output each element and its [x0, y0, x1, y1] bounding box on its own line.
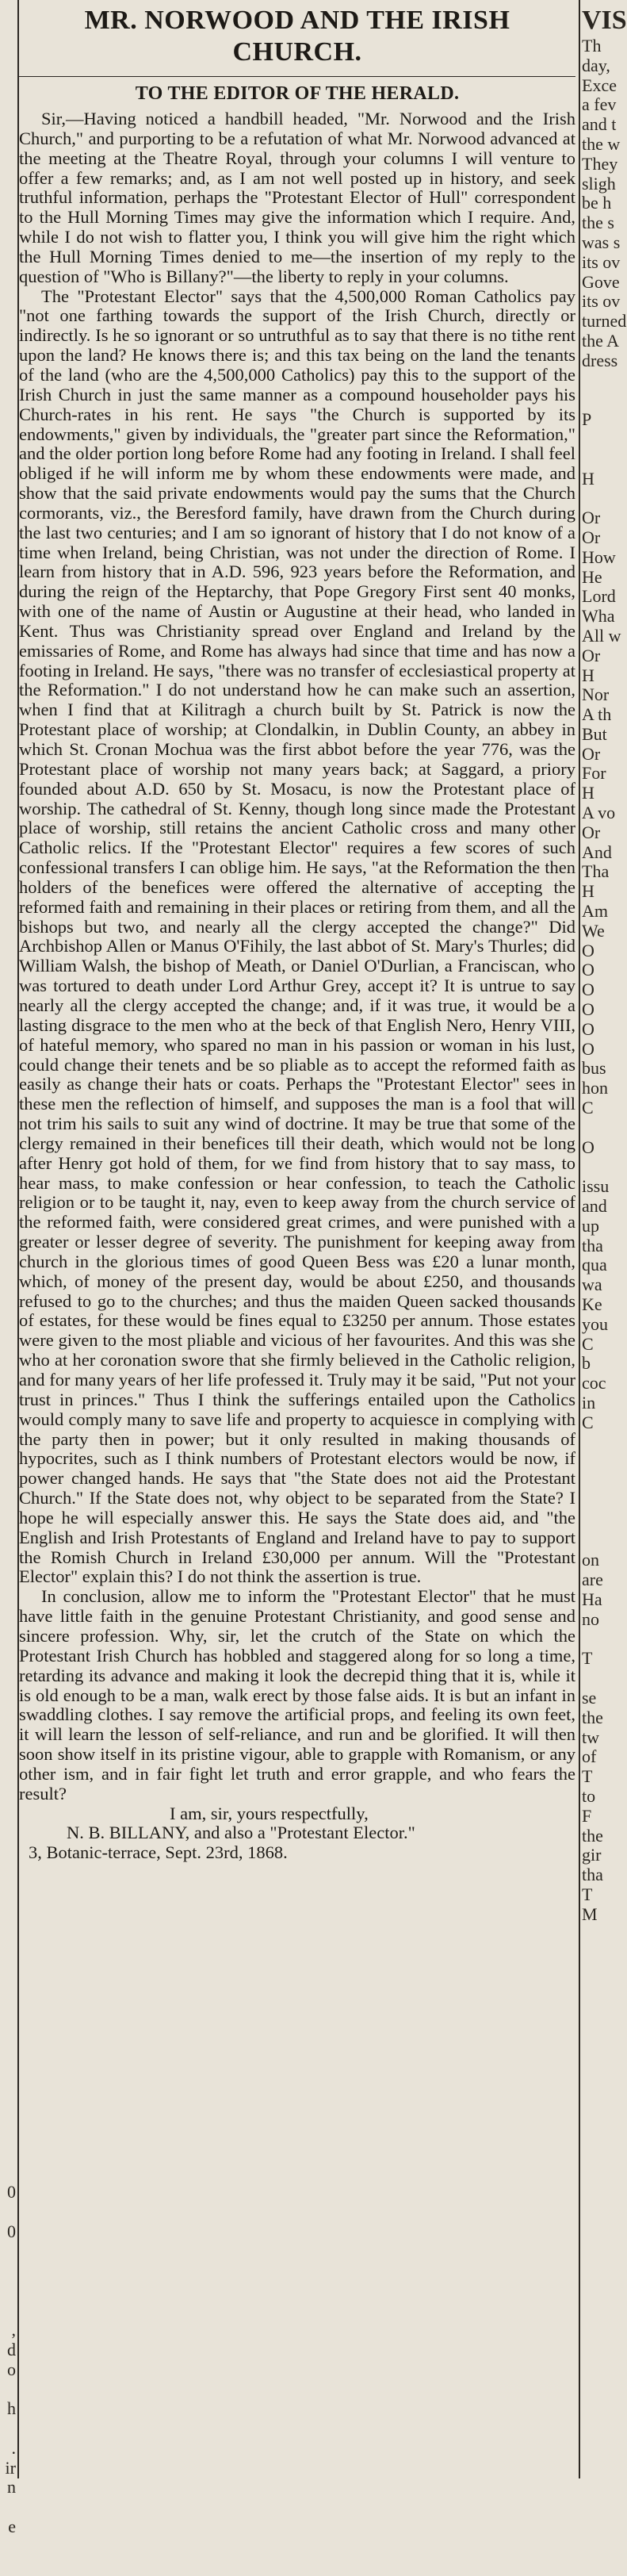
right-column-line: issu [582, 1176, 610, 1197]
left-column-line [0, 1574, 16, 1593]
left-column-line [0, 2202, 16, 2222]
right-column-line: the [582, 1825, 603, 1846]
right-column-line: Or [582, 645, 601, 665]
right-column-line: We [582, 920, 605, 941]
left-column-line [0, 1278, 16, 1298]
left-column-line [0, 1219, 16, 1239]
left-column-line [0, 255, 16, 275]
right-column-line: Ha [582, 1589, 602, 1609]
left-column-line [0, 727, 16, 747]
left-column-line [0, 1829, 16, 1849]
left-column-line [0, 610, 16, 630]
left-column-line: n [7, 2477, 16, 2497]
right-column-line: Or [582, 508, 601, 528]
right-column-line: the A [582, 330, 620, 351]
left-column-line [0, 964, 16, 983]
right-column-line: was s [582, 232, 621, 252]
right-column-line: day, [582, 55, 610, 75]
right-column-line [582, 1118, 607, 1138]
left-column-line [0, 630, 16, 650]
right-column-line: coc [582, 1373, 606, 1393]
left-column-line [0, 1554, 16, 1574]
right-column-line: O [582, 1137, 595, 1157]
left-column-line [0, 1397, 16, 1416]
right-column-line: Am [582, 901, 608, 922]
right-column-line: They [582, 153, 618, 174]
right-column-line: bus [582, 1058, 606, 1079]
left-column-line: 0 [7, 2221, 16, 2242]
right-column-line: qua [582, 1255, 607, 1275]
left-column-line [0, 452, 16, 472]
left-column-line [0, 1298, 16, 1318]
right-column-line: And [582, 841, 612, 862]
article-subhead: TO THE EDITOR OF THE HERALD. [135, 83, 460, 104]
right-column-line: to [582, 1785, 596, 1806]
left-column-line [0, 2419, 16, 2439]
right-column-line: and [582, 1196, 607, 1217]
left-column-line [0, 924, 16, 944]
right-column-line [582, 1472, 607, 1492]
left-column-line [0, 2497, 16, 2517]
right-column-line: on [582, 1550, 599, 1570]
left-column-line: ir [5, 2457, 16, 2478]
right-column-line [582, 1157, 607, 1177]
left-column-line [0, 787, 16, 807]
left-column-line [0, 1907, 16, 1927]
right-column-line: A th [582, 704, 612, 725]
left-column-line: d [7, 2339, 16, 2359]
right-column-line: For [582, 763, 606, 784]
paragraph: The "Protestant Elector" says that the 4,500,000 Roman Catholics pay "not one farthing towards the support of the Irish Church, directly or indirectly. Is he so ignorant or so untruthful as to say that there is no tithe rent upon the land? He knows there is; and this tax being on the land the tenants of the land (who are the 4,500,000 Catholics) pay this to the support of the Irish Church in just the same manner as a compound householder pays his Church-rates in his rent. He says "the Church is supported by its endowments," given by individuals, the "greater part since the Reformation," and the older portion long before Rome had any footing in Ireland. I shall feel obliged if he will inform me by whom these endowments were made, and show that the said private endowments would pay the sums that the Church cormorants, viz., the Beresford family, have drawn from the Church during the last two centuries; and I am so ignorant of history that I do not know of a time when Ireland, being Christian, was not under the direction of Rome. I learn from history that in A.D. 596, 923 years before the Reformation, and during the reign of the Heptarchy, that Pope Gregory First sent 40 monks, with one of the name of Austin or Augustine at their head, who landed in Kent. Thus was Christianity spread over England and Ireland by the emissaries of Rome, and Rome has always had since that time and has now a footing in Ireland. He says, "there was no transfer of ecclesiastical property at the Reformation." I do not understand how he can make such an assertion, when I find that at Kilitragh a church built by St. Patrick is now the Protestant place of worship; at Clondalkin, in Dublin County, an abbey in which St. Cronan Mochua was the first abbot before the year 776, was the Protestant place of worship not many years back; at Saggard, a priory founded about A.D. 650 by St. Mosacu, is now the Protestant place of worship. The cathedral of St. Kenny, though long since made the Protestant place of worship, still retains the ancient Catholic cross and many other Catholic relics. If the "Protestant Elector" requires a few scores of such confessional transfers I can oblige him. He says, "at the Reformation the then holders of the benefices were offered the alternative of accepting the reformed faith and remaining in their places or retiring from them, and all the bishops but two, and nearly all the clergy accepted the change?" Did Archbishop Allen or Manus O'Fihily, the last abbot of St. Mary's Thurles; did William Walsh, the bishop of Meath, or Daniel O'Durlian, a Franciscan, who was tortured to death under Lord Arthur Grey, accept it? It is untrue to say nearly all the clergy accepted the change; and, if it was true, it would be a lasting disgrace to the men who at the beck of that English Nero, Henry VIII, of hateful memory, who spared no man in his passion or woman in his lust, could change their tenets and be so pliable as to accept the reformed faith as easily as change their hats or coats. Perhaps the "Protestant Elector" sees in these men the reflection of himself, and supposes the man is a fool that will not trim his sails to suit any wind of doctrine. It may be true that some of the clergy remained in their benefices till their death, which would not be long after Henry got hold of them, for we find from history that to say mass, to hear mass, to make confession or hear confession, to teach the Catholic religion or to be taught it, nay, even to keep away from the church service of the reformed faith, were considered great crimes, and were punished with a greater or lesser degree of severity. The punishment for keeping away from church in the glorious times of good Queen Bess was £20 a lunar month, which, of money of the present day, would be about £250, and thousands refused to go to the churches; and thus the maiden Queen sacked thousands of estates, for these would be fines equal to £3250 per annum. Those estates were given to the most pliable and vicious of her favourites. And this was she who at her coronation swore that she firmly believed in the Catholic religion, and for many years of her life professed it. Truly may it be said, "Put not your trust in princes." Thus I think the sufferings entailed upon the Catholics would comply many to save life and property to acquiesce in complying with the party then in power; but it only resulted in making thousands of hypocrites, such as I think numbers of Protestant electors would be now, if power changed hands. He says that "the State does not aid the Protestant Church." If the State does not, why object to be separated from the State? I hope he will especially answer this. He says the State does aid, and "the English and Irish Protestants of England and Ireland have to pay to support the Romish Church in Ireland £30,000 per annum. Will the "Protestant Elector" explain this? I do not think the assertion is true. [19, 286, 575, 1587]
left-column-line [0, 1416, 16, 1436]
left-column-line [0, 1809, 16, 1829]
right-column-line: no [582, 1608, 599, 1629]
left-column-line [0, 1102, 16, 1121]
right-column-line: O [582, 940, 595, 960]
left-column-line [0, 1121, 16, 1140]
left-column-line [0, 531, 16, 551]
left-column-line [0, 2006, 16, 2026]
left-column-line [0, 2164, 16, 2183]
left-column-line [0, 1672, 16, 1692]
right-column-line: P [582, 409, 592, 430]
left-column-line: o [7, 2359, 16, 2379]
left-column-line [0, 1475, 16, 1495]
left-column-line [0, 2301, 16, 2321]
left-column-line [0, 393, 16, 413]
left-column-line [0, 708, 16, 728]
right-column-line: Exce [582, 75, 617, 95]
right-column-line: se [582, 1687, 597, 1708]
left-column-line [0, 1534, 16, 1554]
left-column-line [0, 295, 16, 315]
left-column-line: h [7, 2398, 16, 2419]
left-column-line [0, 688, 16, 708]
left-column-line [0, 2242, 16, 2262]
left-column-line [0, 826, 16, 845]
left-column-line [0, 1082, 16, 1102]
left-column-line [0, 1317, 16, 1337]
right-column-lines [582, 36, 627, 1925]
left-column-line [0, 590, 16, 610]
right-column-line: He [582, 566, 602, 587]
right-column-line [582, 450, 607, 470]
left-column-line [0, 1062, 16, 1082]
right-column-headline: VIS [582, 6, 627, 35]
left-column-line [0, 2379, 16, 2399]
letter-article [19, 0, 575, 1863]
right-column-line: be h [582, 193, 612, 213]
left-column-line [0, 1731, 16, 1750]
right-column-line: C [582, 1412, 594, 1432]
left-column-line [0, 433, 16, 453]
signature-address: 3, Botanic-terrace, Sept. 23rd, 1868. [29, 1842, 288, 1863]
article-headline: MR. NORWOOD AND THE IRISH CHURCH. [84, 6, 510, 67]
right-column-line [582, 1512, 607, 1531]
right-column-line: Th [582, 36, 602, 56]
left-column-line [0, 1986, 16, 2006]
left-column-line [0, 1180, 16, 1200]
right-column-line: a fev [582, 94, 617, 115]
left-column-line: , [11, 2320, 16, 2340]
left-column-line [0, 236, 16, 256]
left-column-line [0, 767, 16, 787]
left-column-line [0, 2084, 16, 2104]
right-column-line: the [582, 1707, 603, 1727]
left-column-line [0, 1927, 16, 1947]
left-column-line [0, 512, 16, 531]
left-column-line [0, 983, 16, 1003]
right-column-line [582, 1531, 607, 1551]
left-column-line [0, 2104, 16, 2124]
right-column-line: turned [582, 311, 627, 332]
right-column-line: C [582, 1098, 594, 1118]
left-column-line [0, 413, 16, 433]
left-column-line [0, 1711, 16, 1731]
left-column-line [0, 1022, 16, 1042]
left-column-line [0, 335, 16, 355]
left-column-line [0, 1377, 16, 1397]
right-column-line: you [582, 1313, 608, 1334]
left-column-line [0, 138, 16, 158]
left-column-line [0, 1612, 16, 1632]
left-column-line [0, 944, 16, 964]
right-column-line: tha [582, 1865, 603, 1885]
left-column-line [0, 0, 16, 20]
right-column-line [582, 430, 607, 450]
left-column-line [0, 1200, 16, 1220]
right-column-line: H [582, 783, 595, 803]
right-column-line: Ke [582, 1294, 602, 1314]
right-column-line [582, 390, 607, 410]
left-column-line [0, 59, 16, 79]
right-column-line [582, 1630, 607, 1650]
left-column-line: . [11, 2437, 16, 2458]
left-column-line [0, 2262, 16, 2282]
left-column-line [0, 20, 16, 40]
right-column-line: H [582, 881, 595, 902]
left-column-line [0, 472, 16, 492]
right-column-line: All w [582, 625, 621, 646]
right-column-line: H [582, 468, 595, 489]
right-column-line: O [582, 960, 595, 980]
right-column-line: up [582, 1215, 599, 1236]
left-column-line [0, 1652, 16, 1672]
left-column-line [0, 1042, 16, 1062]
right-column-line: the w [582, 133, 621, 154]
right-column-line: hon [582, 1078, 608, 1098]
left-column-line [0, 197, 16, 217]
left-column-line [0, 669, 16, 688]
left-column-fragment [0, 0, 16, 2536]
left-column-line [0, 747, 16, 767]
right-column-line: tha [582, 1235, 603, 1255]
left-column-line [0, 905, 16, 925]
left-column-line [0, 2124, 16, 2144]
left-column-line [0, 1140, 16, 1160]
right-column-line: tw [582, 1727, 599, 1747]
left-column-line [0, 2065, 16, 2085]
left-column-line [0, 275, 16, 295]
left-column-line [0, 1259, 16, 1278]
right-column-line: Or [582, 527, 601, 547]
right-column-line: the s [582, 213, 614, 233]
right-column-line [582, 489, 607, 508]
left-column-line [0, 1967, 16, 1987]
right-column-line: Lord [582, 586, 616, 607]
right-column-line: Or [582, 743, 601, 764]
left-column-line [0, 157, 16, 177]
left-column-line [0, 98, 16, 118]
right-column-line: gir [582, 1845, 602, 1865]
signature-block [19, 1804, 575, 1864]
right-column-line: wa [582, 1275, 602, 1295]
right-column-line: O [582, 1018, 595, 1039]
right-column-line: b [582, 1353, 591, 1374]
right-column-line: sligh [582, 173, 616, 194]
left-column-line [0, 1239, 16, 1259]
article-body [19, 109, 575, 1804]
left-column-line [0, 570, 16, 590]
column-rule-right [579, 0, 580, 2478]
left-column-line [0, 1790, 16, 1810]
left-column-line: 0 [7, 2182, 16, 2202]
left-column-line [0, 1003, 16, 1023]
closing-line: I am, sir, yours respectfully, [170, 1803, 369, 1823]
left-column-line [0, 118, 16, 138]
left-column-line [0, 177, 16, 197]
left-column-line [0, 865, 16, 885]
paragraph: Sir,—Having noticed a handbill headed, "Mr. Norwood and the Irish Church," and purporting to be a refutation of what Mr. Norwood advanced at the meeting at the Theatre Royal, through your columns I will venture to offer a few remarks; and, as I am not well posted up in history, and seek truthful information, perhaps the "Protestant Elector of Hull" correspondent to the Hull Morning Times may give the information which I require. And, while I do not wish to flatter you, I think you will give him the right which the Hull Morning Times denied to me—the insertion of my reply to the question of "Who is Billany?"—the liberty to reply in your columns. [19, 109, 575, 286]
left-column-line [0, 315, 16, 335]
left-column-line [0, 845, 16, 865]
left-column-line [0, 649, 16, 669]
left-column-line [0, 374, 16, 393]
left-column-line [0, 492, 16, 512]
right-column-line: O [582, 1038, 595, 1059]
signature-name: N. B. BILLANY, and also a "Protestant Elector." [67, 1823, 415, 1843]
right-column-line: A vo [582, 803, 616, 823]
left-column-line [0, 1888, 16, 1908]
left-column-line [0, 1849, 16, 1869]
right-column-line: T [582, 1766, 593, 1787]
right-column-line [582, 1492, 607, 1512]
left-column-line [0, 2537, 16, 2557]
right-column-line: T [582, 1884, 593, 1904]
left-column-line: e [8, 2517, 16, 2536]
right-column-line: How [582, 546, 616, 567]
right-column-line: O [582, 999, 595, 1020]
left-column-line [0, 217, 16, 236]
left-column-line [0, 1455, 16, 1475]
left-column-line [0, 807, 16, 826]
left-column-line [0, 1692, 16, 1712]
right-column-line: T [582, 1648, 593, 1669]
left-column-line [0, 1436, 16, 1455]
left-column-line [0, 1947, 16, 1967]
right-column-line [582, 371, 607, 391]
right-column-line: and t [582, 114, 617, 135]
right-column-line: its ov [582, 251, 621, 272]
right-column-line: C [582, 1333, 594, 1354]
right-column-line: H [582, 665, 595, 685]
left-column-line [0, 2026, 16, 2045]
left-column-line [0, 1593, 16, 1613]
right-column-line: Or [582, 822, 601, 842]
right-column-line: in [582, 1392, 596, 1413]
right-column-line: are [582, 1570, 603, 1590]
headline-rule [19, 76, 575, 77]
left-column-line [0, 1160, 16, 1180]
left-column-line [0, 79, 16, 98]
right-column-line: Gove [582, 271, 620, 292]
left-column-line [0, 1514, 16, 1534]
left-column-line [0, 2557, 16, 2576]
left-column-line [0, 1750, 16, 1770]
left-column-line [0, 1495, 16, 1515]
right-column-line [582, 1669, 607, 1689]
left-column-line [0, 40, 16, 59]
right-column-line: dress [582, 350, 618, 370]
right-column-line [582, 1452, 607, 1472]
right-column-line: its ov [582, 291, 621, 312]
right-column-line: Nor [582, 684, 610, 705]
right-column-line: F [582, 1805, 592, 1826]
left-column-line [0, 1869, 16, 1888]
left-column-line [0, 2045, 16, 2065]
left-column-line [0, 1337, 16, 1357]
right-column-line [582, 1433, 607, 1453]
left-column-line [0, 2281, 16, 2301]
left-column-line [0, 1632, 16, 1652]
right-column-line: Tha [582, 861, 610, 882]
paragraph: In conclusion, allow me to inform the "Protestant Elector" that he must have little faith in the genuine Protestant Christianity, and good sense and sincere profession. Why, sir, let the crutch of the State on which the Protestant Irish Church has hobbled and staggered along for so long a time, retarding its advance and making it look the decrepid thing that it is, while it is old enough to be a man, walk erect by those false aids. It is but an infant in swaddling clothes. I say remove the artificial props, and feeling its own feet, it will learn the lesson of self-reliance, and run and be glorified. It will then soon show itself in its pristine vigour, able to grapple with Romanism, or any other ism, and in fair fight let truth and error grapple, and who fears the result? [19, 1586, 575, 1804]
left-column-line [0, 885, 16, 905]
left-column-line [0, 1357, 16, 1377]
left-column-line [0, 550, 16, 570]
right-column-line: of [582, 1746, 597, 1767]
left-column-line [0, 2144, 16, 2164]
right-column-line: M [582, 1903, 598, 1924]
right-column-fragment [582, 0, 627, 2478]
right-column-line: O [582, 979, 595, 1000]
right-column-line: But [582, 723, 607, 744]
left-column-line [0, 1770, 16, 1790]
right-column-line: Wha [582, 606, 615, 627]
left-column-line [0, 354, 16, 374]
